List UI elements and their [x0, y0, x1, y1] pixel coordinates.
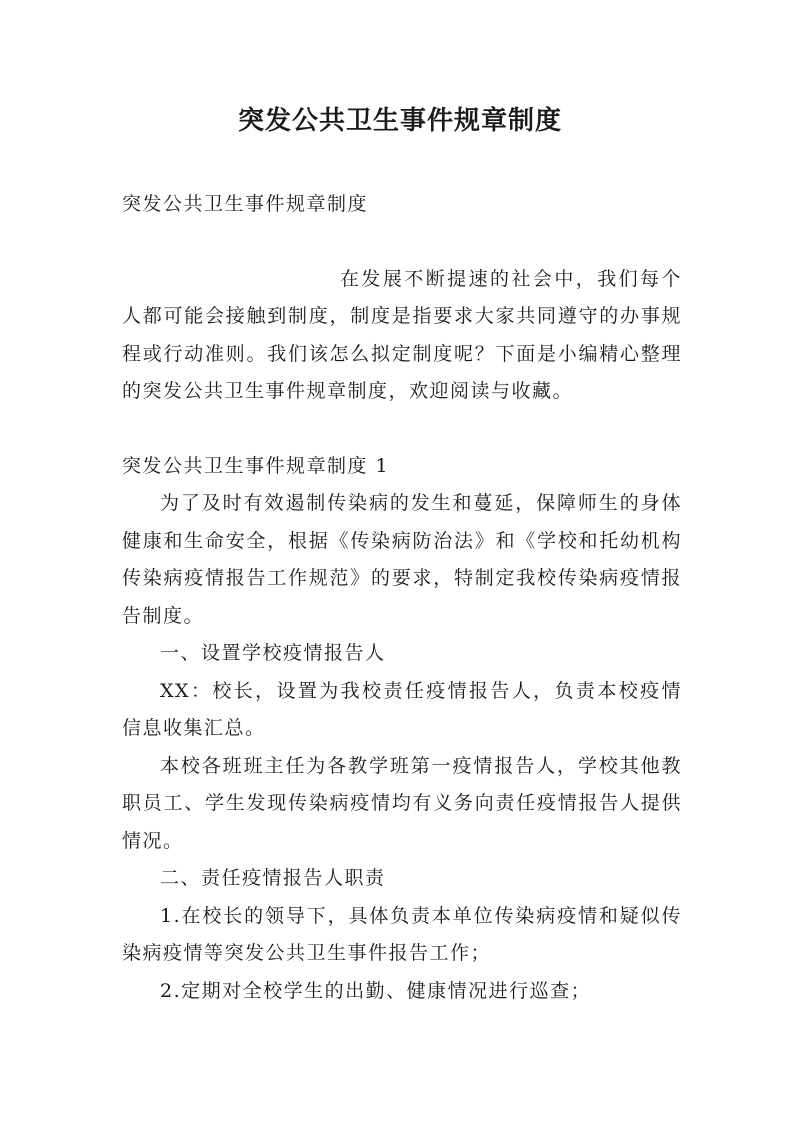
document-body: [122, 186, 682, 1010]
section-heading: 突发公共卫生事件规章制度 1: [122, 454, 390, 477]
heading-1: 一、设置学校疫情报告人: [160, 642, 386, 664]
intro-paragraph: 在发展不断提速的社会中，我们每个人都可能会接触到制度，制度是指要求大家共同遵守的办事规程或行动准则。我们该怎么拟定制度呢？下面是小编精心整理的突发公共卫生事件规章制度，欢迎阅读与收藏。: [122, 267, 682, 402]
body-paragraph: 本校各班班主任为各教学班第一疫情报告人，学校其他教职员工、学生发现传染病疫情均有义务向责任疫情报告人提供情况。: [122, 754, 682, 852]
list-item: 2.定期对全校学生的出勤、健康情况进行巡查；: [160, 979, 592, 1002]
heading-2: 二、责任疫情报告人职责: [160, 867, 386, 889]
document-title: 突发公共卫生事件规章制度: [237, 106, 562, 136]
list-item: 1.在校长的领导下，具体负责本单位传染病疫情和疑似传染病疫情等突发公共卫生事件报告工作；: [122, 904, 682, 964]
document-subtitle: 突发公共卫生事件规章制度: [122, 193, 369, 215]
body-paragraph: 为了及时有效遏制传染病的发生和蔓延，保障师生的身体健康和生命安全，根据《传染病防治法》和《学校和托幼机构传染病疫情报告工作规范》的要求，特制定我校传染病疫情报告制度。: [122, 492, 682, 627]
body-paragraph: XX：校长，设置为我校责任疫情报告人，负责本校疫情信息收集汇总。: [122, 679, 682, 739]
